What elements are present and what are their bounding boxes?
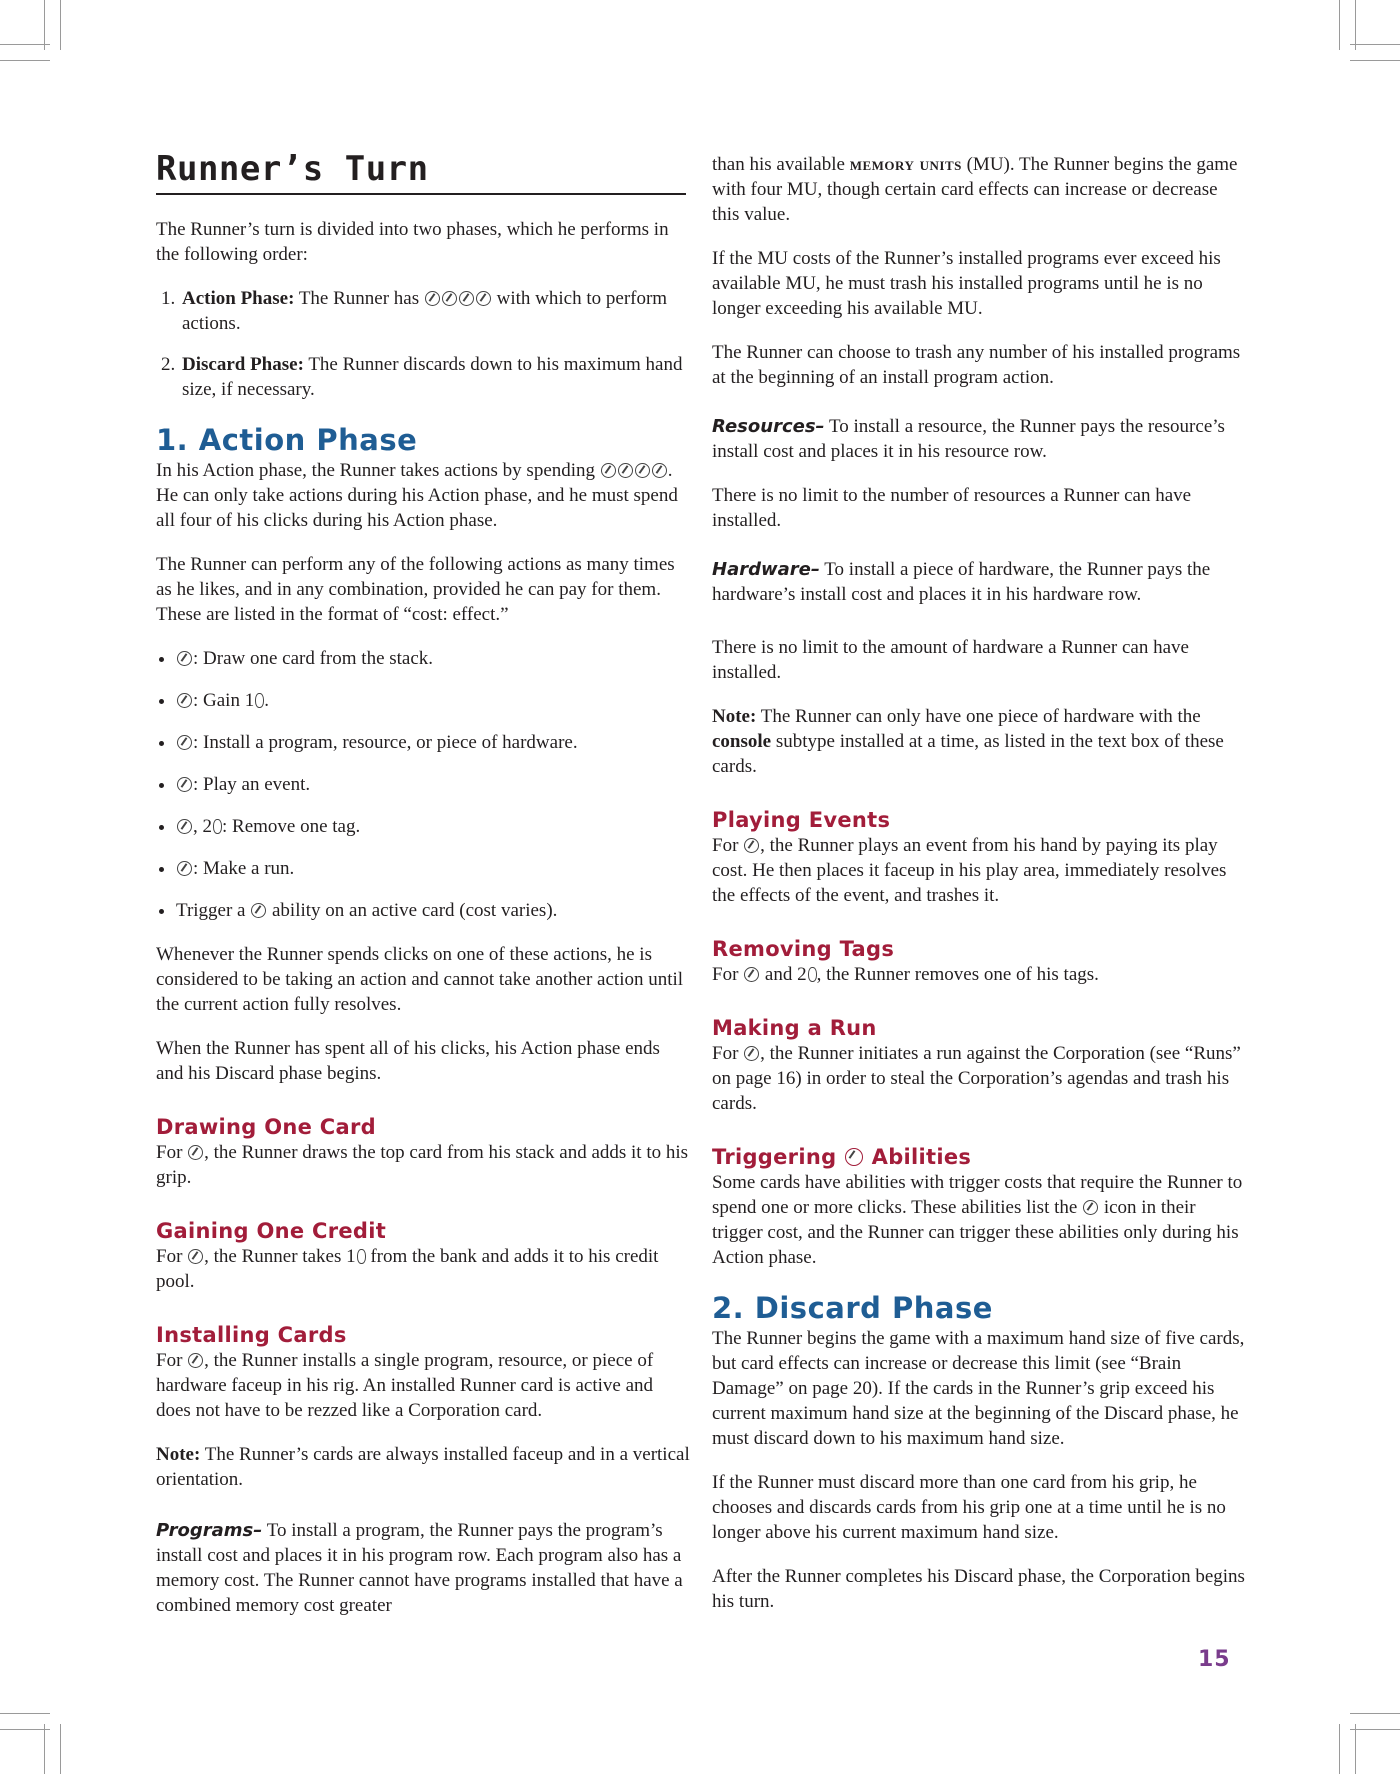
body-paragraph: There is no limit to the number of resources a Runner can have installed. [712,485,1192,531]
phase-list [156,286,690,402]
note-paragraph: Note: The Runner can only have one piece of hardware with the console subtype installed at a time, as listed in the text box of these cards. [712,706,1224,777]
resources-paragraph: Resources– To install a resource, the Runner pays the resource’s install cost and places it in his resource row. [712,416,1225,462]
click-icon [744,967,759,982]
action-list [156,646,690,923]
crop-mark [1355,1724,1356,1774]
subheading-playing-events: Playing Events [712,808,891,832]
click-icon [177,777,192,792]
click-icon [744,1046,759,1061]
crop-mark [0,1713,50,1714]
click-icon [442,291,457,306]
click-icon [618,463,633,478]
subheading-making-a-run: Making a Run [712,1016,877,1040]
credit-icon [357,1249,366,1264]
body-paragraph: When the Runner has spent all of his clicks, his Action phase ends and his Discard phase begins. [156,1038,660,1084]
body-paragraph: Some cards have abilities with trigger costs that require the Runner to spend one or more clicks. These abilities list the icon in their trigger cost, and the Runner can trigger these abilities only during his Action phase. [712,1172,1243,1268]
crop-mark [1355,0,1356,50]
list-item: • : Play an event. [176,772,690,797]
subheading-drawing-one-card: Drawing One Card [156,1115,376,1139]
click-icon [188,1353,203,1368]
click-icon [188,1249,203,1264]
click-icon [635,463,650,478]
click-icon [177,819,192,834]
body-paragraph: The Runner begins the game with a maximum hand size of five cards, but card effects can increase or decrease this limit (see “Brain Damage” on page 20). If the cards in the Runner’s grip exceed his current maximum hand size at the beginning of the Discard phase, he must discard down to his maximum hand size. [712,1328,1245,1449]
crop-mark [1350,1713,1400,1714]
click-icon [744,838,759,853]
list-item: • : Install a program, resource, or piece of hardware. [176,730,690,755]
section-heading-discard-phase: 2. Discard Phase [712,1291,993,1325]
list-item: • Trigger a ability on an active card (cost varies). [176,898,690,923]
page-number: 15 [1198,1647,1231,1672]
crop-mark [1350,1729,1400,1730]
action-paragraph: The Runner can perform any of the following actions as many times as he likes, and in any combination, provided he can pay for them. These are listed in the format of “cost: effect.” [156,554,675,625]
left-column [156,150,690,1637]
list-item: • : Gain 1 . [176,688,690,713]
body-paragraph: If the Runner must discard more than one card from his grip, he chooses and discards cards from his grip one at a time until he is no longer above his current maximum hand size. [712,1472,1226,1543]
subheading-gaining-one-credit: Gaining One Credit [156,1219,387,1243]
subheading-removing-tags: Removing Tags [712,937,895,961]
click-icon [459,291,474,306]
phase-item-discard: 2. Discard Phase: The Runner discards down to his maximum hand size, if necessary. [180,352,690,402]
note-paragraph: Note: The Runner’s cards are always installed faceup and in a vertical orientation. [156,1444,690,1490]
body-paragraph: The Runner can choose to trash any number of his installed programs at the beginning of an install program action. [712,342,1241,388]
body-paragraph: For , the Runner plays an event from his hand by paying its play cost. He then places it faceup in his play area, immediately resolves the effects of the event, and trashes it. [712,835,1227,906]
crop-mark [60,1724,61,1774]
list-item: • : Make a run. [176,856,690,881]
click-icon [251,903,266,918]
subheading-installing-cards: Installing Cards [156,1323,347,1347]
click-icon [177,651,192,666]
body-paragraph: For and 2 , the Runner removes one of his tags. [712,964,1099,985]
click-icon [652,463,667,478]
intro-paragraph: The Runner’s turn is divided into two phases, which he performs in the following order: [156,219,669,265]
click-icon [425,291,440,306]
crop-mark [0,44,50,45]
body-paragraph: For , the Runner initiates a run against the Corporation (see “Runs” on page 16) in order to steal the Corporation’s agendas and trash his cards. [712,1043,1241,1114]
click-icon [188,1145,203,1160]
click-icon [177,861,192,876]
crop-mark [44,0,45,50]
body-paragraph: than his available memory units (MU). The Runner begins the game with four MU, though certain card effects can increase or decrease this value. [712,154,1238,225]
crop-mark [1350,44,1400,45]
list-item: • , 2 : Remove one tag. [176,814,690,839]
body-paragraph: There is no limit to the amount of hardware a Runner can have installed. [712,637,1189,683]
body-paragraph: For , the Runner installs a single program, resource, or piece of hardware faceup in his rig. An installed Runner card is active and does not have to be rezzed like a Corporation card. [156,1350,654,1421]
credit-icon [213,819,222,834]
body-paragraph: For , the Runner draws the top card from his stack and adds it to his grip. [156,1142,689,1188]
phase-item-action: 1. Action Phase: The Runner has with which to perform actions. [180,286,690,336]
right-column [712,152,1246,1633]
click-icon [845,1148,863,1166]
hardware-paragraph: Hardware– To install a piece of hardware, the Runner pays the hardware’s install cost and places it in his hardware row. [712,559,1211,605]
page-title: Runner’s Turn [156,150,686,195]
crop-mark [1350,60,1400,61]
body-paragraph: If the MU costs of the Runner’s installed programs ever exceed his available MU, he must trash his installed programs until he is no longer exceeding his available MU. [712,248,1221,319]
crop-mark [0,1729,50,1730]
body-paragraph: For , the Runner takes 1 from the bank and adds it to his credit pool. [156,1246,659,1292]
click-icon [601,463,616,478]
programs-paragraph: Programs– To install a program, the Runner pays the program’s install cost and places it in his program row. Each program also has a memory cost. The Runner cannot have programs installed that have a combined memory cost greater [156,1520,683,1616]
click-icon [177,693,192,708]
subheading-triggering-abilities: Triggering Abilities [712,1145,972,1169]
list-item: • : Draw one card from the stack. [176,646,690,671]
crop-mark [44,1724,45,1774]
section-heading-action-phase: 1. Action Phase [156,423,418,457]
credit-icon [808,967,817,982]
action-paragraph: In his Action phase, the Runner takes actions by spending . He can only take actions during his Action phase, and he must spend all four of his clicks during his Action phase. [156,460,678,531]
click-icon [476,291,491,306]
crop-mark [1339,0,1340,50]
crop-mark [1339,1724,1340,1774]
crop-mark [0,60,50,61]
click-icon [1083,1200,1098,1215]
credit-icon [255,693,264,708]
body-paragraph: Whenever the Runner spends clicks on one of these actions, he is considered to be taking an action and cannot take another action until the current action fully resolves. [156,944,684,1015]
crop-mark [60,0,61,50]
click-icon [177,735,192,750]
body-paragraph: After the Runner completes his Discard phase, the Corporation begins his turn. [712,1566,1245,1612]
